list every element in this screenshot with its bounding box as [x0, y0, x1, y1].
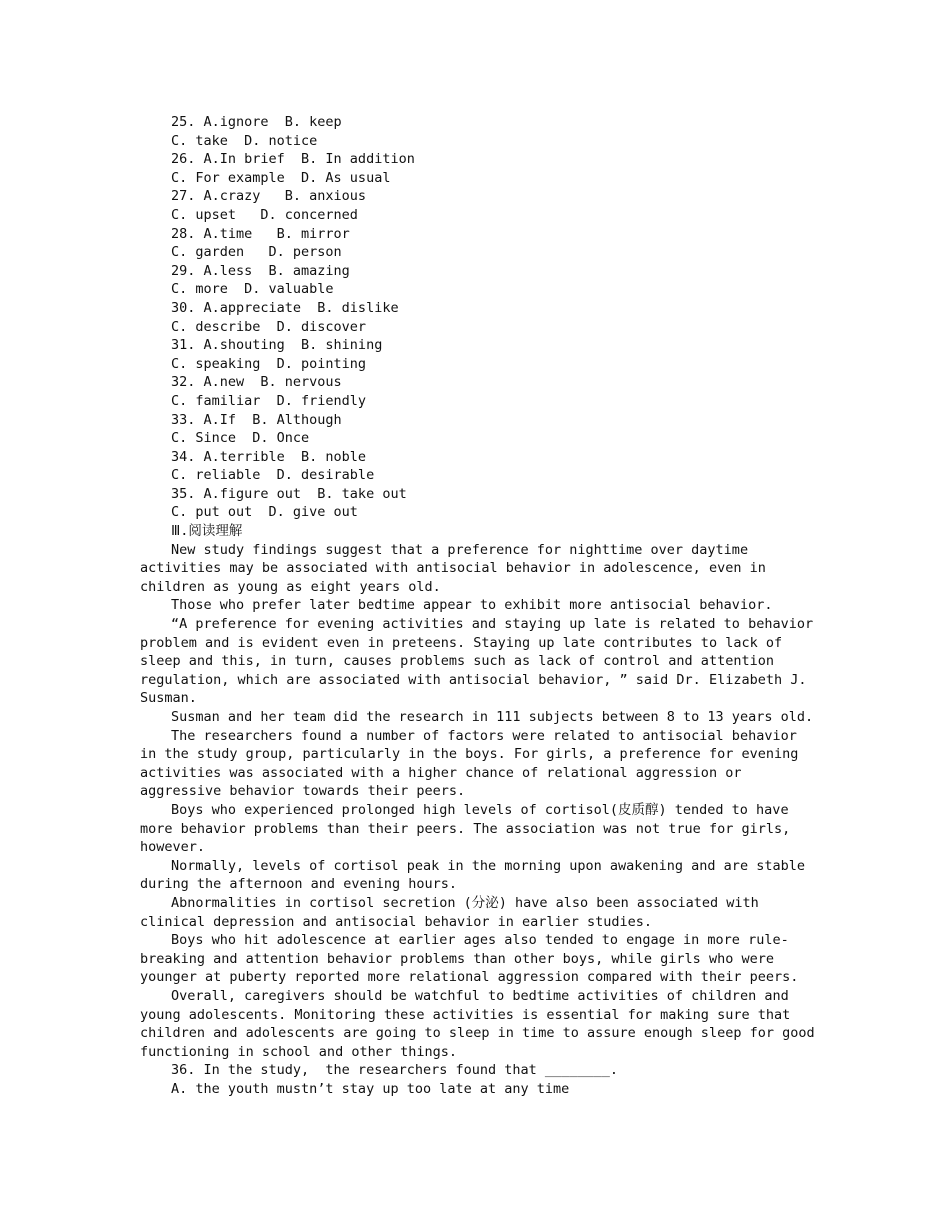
option-line: C. describe D. discover [171, 318, 367, 335]
option-line: C. upset D. concerned [171, 206, 358, 223]
option-line: 29. A.less B. amazing [171, 262, 350, 279]
question-option-a: A. the youth mustn’t stay up too late at any time [171, 1080, 570, 1097]
option-line: 32. A.new B. nervous [171, 374, 342, 391]
option-line: 33. A.If B. Although [171, 411, 342, 428]
option-line: C. Since D. Once [171, 430, 310, 447]
passage-paragraph: Abnormalities in cortisol secretion (分泌) have also been associated with clinical depression and antisocial behavior in earlier studies. [140, 894, 759, 930]
document-page [140, 113, 820, 1098]
option-line: C. For example D. As usual [171, 169, 391, 186]
option-line: 30. A.appreciate B. dislike [171, 299, 399, 316]
passage-paragraph: Susman and her team did the research in 111 subjects between 8 to 13 years old. [171, 709, 814, 725]
option-line: 31. A.shouting B. shining [171, 337, 383, 354]
option-line: C. familiar D. friendly [171, 392, 367, 409]
passage-paragraph: Normally, levels of cortisol peak in the morning upon awakening and are stable during the afternoon and evening hours. [140, 857, 805, 893]
passage-paragraph: Boys who experienced prolonged high levels of cortisol(皮质醇) tended to have more behavior problems than their peers. The association was not true for girls, however. [140, 801, 791, 856]
option-line: 35. A.figure out B. take out [171, 485, 407, 502]
passage-paragraph: Those who prefer later bedtime appear to exhibit more antisocial behavior. [171, 597, 773, 614]
option-line: C. speaking D. pointing [171, 355, 367, 372]
passage-paragraph: “A preference for evening activities and staying up late is related to behavior problem and is evident even in preteens. Staying up late contributes to lack of sleep and this, in turn, causes problems such as lack of control and attention regulation, which are associated with antisocial behavior, ” said Dr. Elizabeth J. Susman. [140, 616, 814, 707]
option-line: C. reliable D. desirable [171, 467, 375, 484]
passage-paragraph: New study findings suggest that a preference for nighttime over daytime activities may be associated with antisocial behavior in adolescence, even in children as young as eight years old. [140, 541, 766, 595]
option-line: C. take D. notice [171, 132, 318, 149]
option-line: C. garden D. person [171, 244, 342, 261]
passage-paragraph: The researchers found a number of factors were related to antisocial behavior in the study group, particularly in the boys. For girls, a preference for evening activities was associated with a higher chance of relational aggression or aggressive behavior towards their peers. [140, 727, 799, 800]
option-line: 25. A.ignore B. keep [171, 114, 342, 130]
option-line: C. put out D. give out [171, 504, 358, 521]
option-line: 26. A.In brief B. In addition [171, 151, 415, 168]
question-stem: 36. In the study, the researchers found that ________. [171, 1062, 619, 1079]
cloze-options [140, 113, 820, 522]
option-line: 34. A.terrible B. noble [171, 448, 367, 465]
passage-paragraph: Overall, caregivers should be watchful to bedtime activities of children and young adolescents. Monitoring these activities is essential for making sure that children and adolescents are going to sleep in time to assure enough sleep for good functioning in school and other things. [140, 987, 815, 1060]
reading-passage [140, 541, 820, 1062]
option-line: 27. A.crazy B. anxious [171, 188, 367, 205]
option-line: 28. A.time B. mirror [171, 225, 350, 242]
passage-paragraph: Boys who hit adolescence at earlier ages also tended to engage in more rule-breaking and attention behavior problems than other boys, while girls who were younger at puberty reported more relational aggression compared with their peers. [140, 932, 799, 986]
question-36 [140, 1061, 820, 1098]
section-heading: Ⅲ.阅读理解 [171, 523, 243, 540]
option-line: C. more D. valuable [171, 281, 334, 298]
